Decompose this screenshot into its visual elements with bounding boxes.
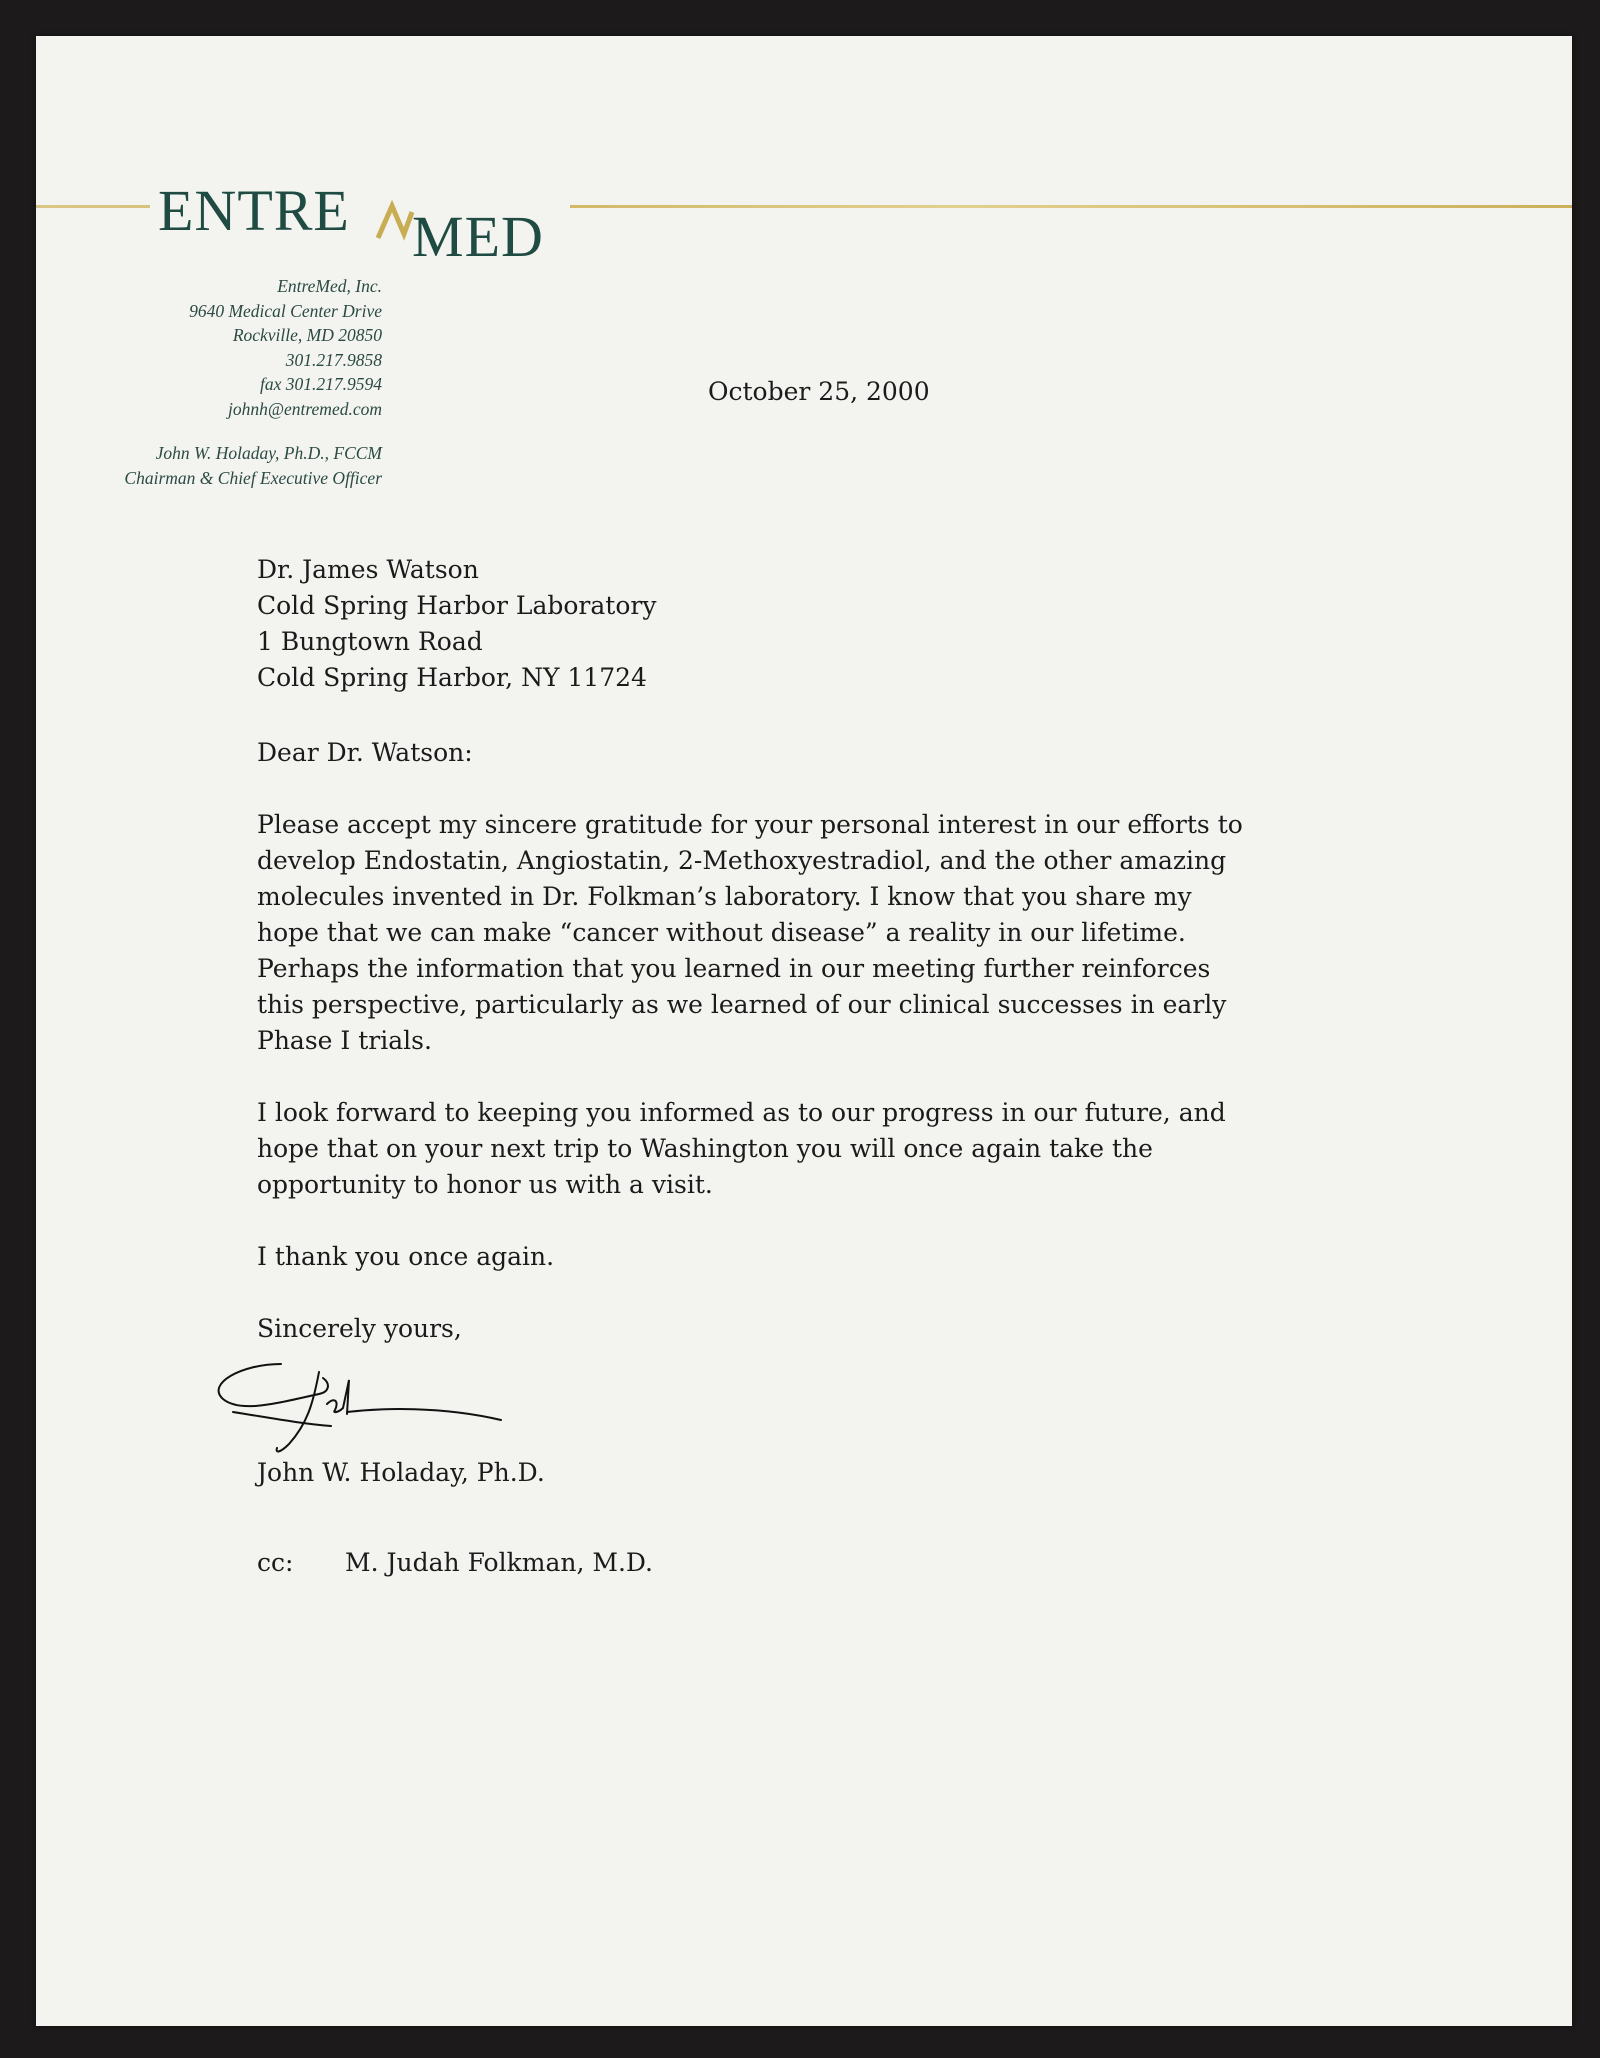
company-name: EntreMed, Inc. bbox=[277, 276, 382, 296]
entremed-logo bbox=[150, 168, 570, 263]
recipient-address bbox=[257, 552, 656, 696]
paragraph-line: hope that on your next trip to Washington you will once again take the bbox=[257, 1134, 1153, 1163]
recipient-line: Dr. James Watson bbox=[257, 555, 479, 584]
logo-peak-mark bbox=[378, 206, 412, 238]
fax-number: fax 301.217.9594 bbox=[259, 374, 382, 394]
letter-date: October 25, 2000 bbox=[708, 377, 930, 406]
closing: Sincerely yours, bbox=[257, 1314, 462, 1343]
paragraph-line: opportunity to honor us with a visit. bbox=[257, 1170, 713, 1199]
letter-page bbox=[36, 36, 1572, 2026]
salutation: Dear Dr. Watson: bbox=[257, 738, 473, 767]
cc-label: cc: bbox=[257, 1548, 294, 1577]
paragraph-line: molecules invented in Dr. Folkman’s laboratory. I know that you share my bbox=[257, 882, 1192, 911]
sender-block bbox=[36, 274, 382, 490]
officer-name: John W. Holaday, Ph.D., FCCM bbox=[155, 443, 382, 463]
paragraph-line: Phase I trials. bbox=[257, 1026, 432, 1055]
phone-number: 301.217.9858 bbox=[285, 349, 382, 370]
handwritten-signature bbox=[211, 1344, 541, 1464]
address-line2: Rockville, MD 20850 bbox=[232, 325, 382, 345]
address-line1: 9640 Medical Center Drive bbox=[189, 300, 382, 321]
logo-text-right: MED bbox=[412, 204, 544, 263]
logo-text-left: ENTRE bbox=[158, 178, 350, 243]
paragraph-line: develop Endostatin, Angiostatin, 2-Methoxyestradiol, and the other amazing bbox=[257, 846, 1227, 875]
cc-line bbox=[257, 1545, 653, 1581]
recipient-line: 1 Bungtown Road bbox=[257, 627, 483, 656]
body-paragraph-3: I thank you once again. bbox=[257, 1242, 555, 1271]
paragraph-line: this perspective, particularly as we learned of our clinical successes in early bbox=[257, 990, 1227, 1019]
cc-name: M. Judah Folkman, M.D. bbox=[345, 1548, 653, 1577]
recipient-line: Cold Spring Harbor Laboratory bbox=[257, 591, 657, 620]
officer-title: Chairman & Chief Executive Officer bbox=[124, 467, 382, 488]
paragraph-line: hope that we can make “cancer without disease” a reality in our lifetime. bbox=[257, 918, 1186, 947]
body-paragraph-1 bbox=[257, 807, 1377, 1059]
body-paragraph-2 bbox=[257, 1095, 1377, 1203]
paragraph-line: Perhaps the information that you learned in our meeting further reinforces bbox=[257, 954, 1211, 983]
paragraph-line: Please accept my sincere gratitude for your personal interest in our efforts to bbox=[257, 810, 1243, 839]
email-address: johnh@entremed.com bbox=[228, 398, 382, 419]
signer-name: John W. Holaday, Ph.D. bbox=[257, 1458, 545, 1487]
recipient-line: Cold Spring Harbor, NY 11724 bbox=[257, 663, 647, 692]
paragraph-line: I look forward to keeping you informed as to our progress in our future, and bbox=[257, 1098, 1226, 1127]
